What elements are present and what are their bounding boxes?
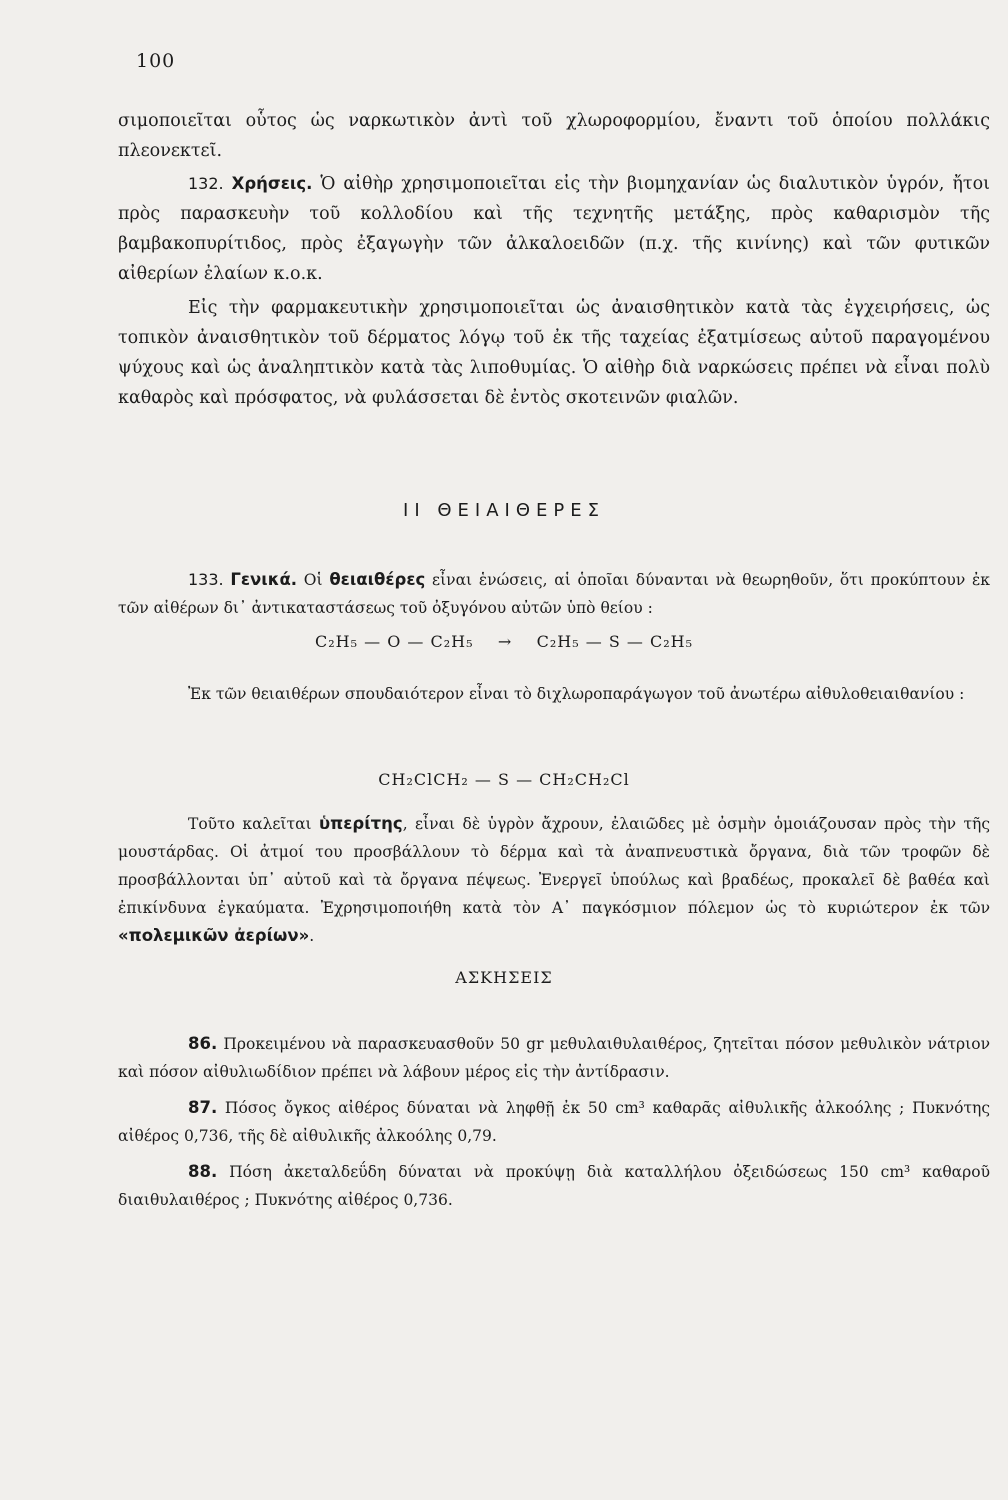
exercise-item [118, 1094, 990, 1150]
section-number: 133. [188, 570, 224, 589]
exercise-item [118, 1158, 990, 1214]
exercise-text: Πόση ἀκεταλδεΰδη δύναται νὰ προκύψῃ διὰ καταλλήλου ὀξειδώσεως 150 cm³ καθαροῦ διαιθυλαιθέρος ; Πυκνότης αἰθέρος 0,736. [118, 1163, 990, 1209]
formula-reaction [0, 632, 1008, 651]
section-133 [118, 566, 990, 622]
exercise-87 [118, 1094, 990, 1150]
exercise-88 [118, 1158, 990, 1214]
exercise-text: Προκειμένου νὰ παρασκευασθοῦν 50 gr μεθυλαιθυλαιθέρος, ζητεῖται πόσον μεθυλικὸν νάτριον καὶ πόσον αἰθυλιωδίδιον πρέπει νὰ λάβουν μέρος εἰς τὴν ἀντίδρασιν. [118, 1035, 990, 1081]
exercise-number: 86. [188, 1034, 218, 1053]
paragraph-dichloro [118, 680, 990, 708]
paragraph-yperite [118, 810, 990, 950]
paragraph [118, 810, 990, 950]
section-132 [118, 169, 990, 289]
paragraph-text: Εἰς τὴν φαρμακευτικὴν χρησιμοποιεῖται ὡς ἀναισθητικὸν κατὰ τὰς ἐγχειρήσεις, ὡς τοπικὸν ἀναισθητικὸν τοῦ δέρματος λόγῳ τοῦ ἐκ τῆς ταχείας ἐξατμίσεως αὐτοῦ παραγομένου ψύχους καὶ ὡς ἀναληπτικὸν κατὰ τὰς λιποθυμίας. Ὁ αἰθὴρ διὰ ναρκώσεις πρέπει νὰ εἶναι πολὺ καθαρὸς καὶ πρόσφατος, νὰ φυλάσσεται δὲ ἐντὸς σκοτεινῶν φιαλῶν. [118, 298, 990, 408]
formula-reactant: C₂H₅ — O — C₂H₅ [315, 632, 474, 651]
exercise-item [118, 1030, 990, 1086]
exercises-heading: ΑΣΚΗΣΕΙΣ [455, 968, 553, 987]
section-heading: Γενικά. [230, 570, 298, 589]
bold-term: ὑπερίτης [319, 814, 403, 833]
formula-yperite: CH₂ClCH₂ — S — CH₂CH₂Cl [378, 770, 630, 789]
paragraph-text: Οἱ [297, 571, 330, 589]
paragraph-text: , εἶναι δὲ ὑγρὸν ἄχρουν, ἐλαιῶδες μὲ ὀσμὴν ὁμοιάζουσαν πρὸς τὴν τῆς μουστάρδας. Οἱ ἀτμοί του προσβάλλουν τὸ δέρμα καὶ τὰ ἀναπνευστικὰ ὄργανα, διὰ τῶν τροφῶν δὲ προσβάλλονται ὑπ᾽ αὐτοῦ καὶ τὰ ὄργανα πέψεως. Ἐνεργεῖ ὑπούλως καὶ βραδέως, προκαλεῖ δὲ βαθέα καὶ ἐπικίνδυνα ἐγκαύματα. Ἐχρησιμοποιήθη κατὰ τὸν Α᾽ παγκόσμιον πόλεμον ὡς τὸ κυριώτερον ἐκ τῶν [118, 815, 990, 917]
paragraph-text: Τοῦτο καλεῖται [188, 815, 320, 833]
paragraph [118, 566, 990, 622]
paragraph-pharmaceutical [118, 293, 990, 413]
bold-quote: «πολεμικῶν ἀερίων» [118, 926, 310, 945]
paragraph-text: εἶναι ἑνώσεις, αἱ ὁποῖαι δύνανται νὰ θεωρηθοῦν, ὅτι προκύπτουν ἐκ τῶν αἰθέρων δι᾽ ἀντικαταστάσεως τοῦ ὀξυγόνου αὐτῶν ὑπὸ θείου : [118, 571, 990, 617]
exercise-86 [118, 1030, 990, 1086]
paragraph-text: σιμοποιεῖται οὗτος ὡς ναρκωτικὸν ἀντὶ τοῦ χλωροφορμίου, ἔναντι τοῦ ὁποίου πολλάκις πλεονεκτεῖ. [118, 111, 990, 161]
paragraph-continued [118, 106, 990, 166]
paragraph-text: Ὁ αἰθὴρ χρησιμοποιεῖται εἰς τὴν βιομηχανίαν ὡς διαλυτικὸν ὑγρόν, ἤτοι πρὸς παρασκευὴν τοῦ κολλοδίου καὶ τῆς τεχνητῆς μετάξης, πρὸς καθαρισμὸν τῆς βαμβακοπυρίτιδος, πρὸς ἐξαγωγὴν τῶν ἀλκαλοειδῶν (π.χ. τῆς κινίνης) καὶ τῶν φυτικῶν αἰθερίων ἐλαίων κ.ο.κ. [118, 174, 990, 284]
section-heading: Χρήσεις. [231, 174, 313, 193]
paragraph [118, 169, 990, 289]
section-number: 132. [188, 174, 224, 193]
paragraph-text: . [309, 927, 315, 945]
paragraph-text: Ἐκ τῶν θειαιθέρων σπουδαιότερον εἶναι τὸ διχλωροπαράγωγον τοῦ ἀνωτέρω αἰθυλοθειαιθανίου : [188, 685, 965, 703]
exercise-text: Πόσος ὄγκος αἰθέρος δύναται νὰ ληφθῇ ἐκ 50 cm³ καθαρᾶς αἰθυλικῆς ἀλκοόλης ; Πυκνότης αἰθέρος 0,736, τῆς δὲ αἰθυλικῆς ἀλκοόλης 0,79. [118, 1099, 990, 1145]
formula-product: C₂H₅ — S — C₂H₅ [536, 632, 693, 651]
arrow-icon: → [497, 632, 513, 651]
page-number: 100 [136, 50, 176, 72]
chapter-heading: II ΘΕΙΑΙΘΕΡΕΣ [403, 500, 605, 521]
exercise-number: 87. [188, 1098, 218, 1117]
bold-term: θειαιθέρες [329, 570, 426, 589]
exercise-number: 88. [188, 1162, 218, 1181]
